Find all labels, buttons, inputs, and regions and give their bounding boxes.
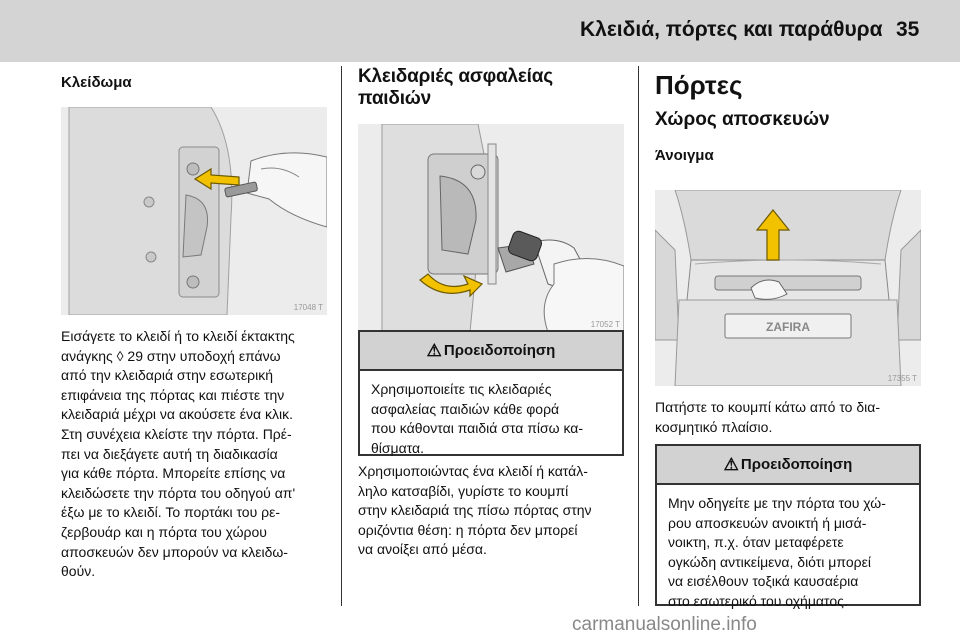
subsubheading-opening: Άνοιγμα <box>655 147 714 164</box>
text-line: ανάγκης ◊ 29 στην υποδοχή επάνω <box>61 347 281 364</box>
column-rule-left <box>341 66 342 606</box>
text-line: ογκώδη αντικείμενα, διότι μπορεί <box>668 553 871 570</box>
header-title: Κλειδιά, πόρτες και παράθυρα <box>580 18 883 41</box>
text-line: οριζόντια θέση: η πόρτα δεν μπορεί <box>358 521 578 538</box>
text-line: Χρησιμοποιείτε τις κλειδαριές <box>371 381 552 397</box>
warning-body <box>360 371 622 468</box>
text-line: Πατήστε το κουμπί κάτω από το δια- <box>655 399 880 415</box>
section-heading-locking: Κλείδωμα <box>61 74 132 91</box>
warning-header <box>360 332 622 371</box>
tailgate-paragraph <box>655 398 921 437</box>
text-line: από την κλειδαριά στην εσωτερική <box>61 367 274 384</box>
text-line: αποσκευών δεν μπορούν να κλειδω- <box>61 543 288 560</box>
warning-body <box>657 485 919 622</box>
text-line: κλειδώσετε την πόρτα του οδηγού απ' <box>61 484 296 501</box>
child-locks-paragraph <box>358 462 624 560</box>
section-heading-child-locks: Κλειδαριές ασφαλείας παιδιών <box>358 66 553 109</box>
warning-triangle-icon: ⚠ <box>723 454 739 474</box>
text-line: κοσμητικό πλαίσιο. <box>655 418 773 435</box>
column-child-locks <box>358 66 624 332</box>
text-line: για κάθε πόρτα. Μπορείτε επίσης να <box>61 465 286 482</box>
footer-brand-watermark: carmanualsonline.info <box>572 614 757 635</box>
warning-title: Προειδοποίηση <box>740 456 853 473</box>
figure-tailgate <box>655 190 921 386</box>
text-line: επιφάνεια της πόρτας και πιέστε την <box>61 386 285 403</box>
text-line: νοικτη, π.χ. όταν μεταφέρετε <box>668 534 844 551</box>
text-line: ρου αποσκευών ανοικτή ή μισά- <box>668 514 867 531</box>
text-line: να εισέλθουν τοξικά καυσαέρια <box>668 573 859 590</box>
figure-code: 17052 T <box>590 320 620 329</box>
page-number: 35 <box>896 18 920 41</box>
text-line: Χρησιμοποιώντας ένα κλειδί ή κατάλ- <box>358 463 588 479</box>
door-lock-illustration <box>61 107 327 315</box>
text-line: πει να διεξάγετε αυτή τη διαδικασία <box>61 445 278 462</box>
figure-door-lock <box>61 107 327 315</box>
warning-header <box>657 446 919 485</box>
text-line: να ανοίξει από μέσα. <box>358 541 487 558</box>
text-line: ζερβουάρ και η πόρτα του χώρου <box>61 523 267 540</box>
figure-code: 17048 T <box>293 303 323 312</box>
subheading-load-compartment: Χώρος αποσκευών <box>655 109 830 130</box>
text-line: έξω με το κλειδί. Το πορτάκι του ρε- <box>61 504 280 521</box>
text-line: Στη συνέχεια κλείστε την πόρτα. Πρέ- <box>61 425 292 442</box>
section-heading-doors: Πόρτες <box>655 70 743 100</box>
text-line: κλειδαριά μέχρι να ακούσετε ένα κλικ. <box>61 406 294 423</box>
locking-paragraph <box>61 327 327 582</box>
zafira-badge: ZAFIRA <box>766 320 810 334</box>
text-line: στην κλειδαριά της πίσω πόρτας στην <box>358 502 592 519</box>
warning-title: Προειδοποίηση <box>443 342 556 359</box>
tailgate-illustration <box>655 190 921 386</box>
child-lock-illustration <box>358 124 624 332</box>
text-line: που κάθονται παιδιά στα πίσω κα- <box>371 420 584 437</box>
text-line: στο εσωτερικό του οχήματος. <box>668 592 848 609</box>
text-line: Μην οδηγείτε με την πόρτα του χώ- <box>668 495 886 511</box>
warning-triangle-icon: ⚠ <box>426 340 442 360</box>
text-line: θίσματα. <box>371 439 425 456</box>
warning-box-tailgate <box>655 444 921 609</box>
figure-child-lock <box>358 124 624 332</box>
text-line: ασφαλείας παιδιών κάθε φορά <box>371 400 560 417</box>
text-line: ληλο κατσαβίδι, γυρίστε το κουμπί <box>358 482 569 499</box>
text-line: Εισάγετε το κλειδί ή το κλειδί έκτακτης <box>61 328 295 344</box>
column-rule-right <box>638 66 639 606</box>
column-locking <box>61 66 327 582</box>
page-header <box>0 0 960 62</box>
warning-box-child-locks <box>358 330 624 456</box>
figure-code: 17355 T <box>887 374 917 383</box>
text-line: θούν. <box>61 563 96 580</box>
column-doors <box>655 66 921 164</box>
